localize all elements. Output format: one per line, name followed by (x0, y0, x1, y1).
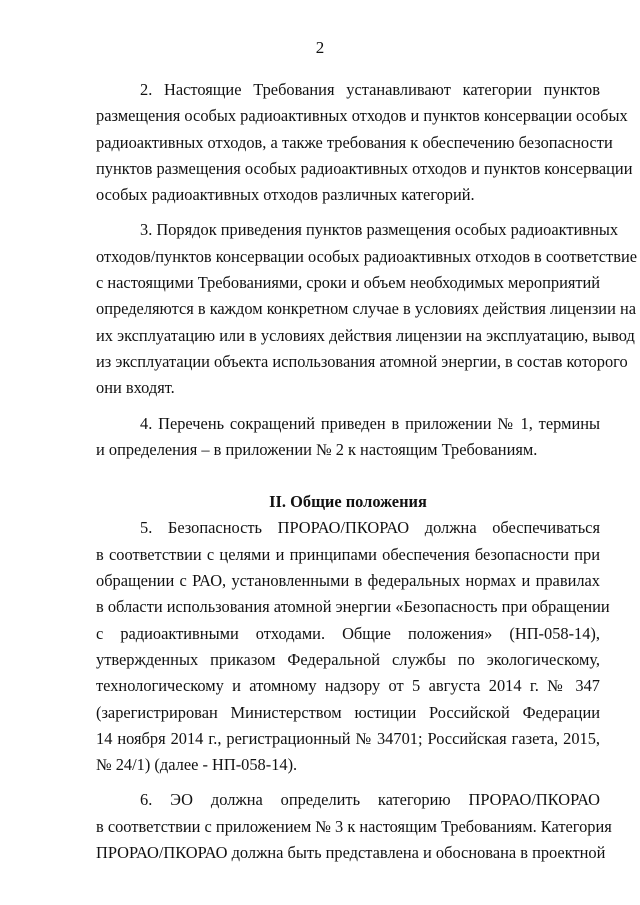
paragraph-line: (зарегистрирован Министерством юстиции Российской Федерации (96, 702, 600, 722)
paragraph-line: с радиоактивными отходами. Общие положения» (НП-058-14), (96, 623, 600, 643)
page-number: 2 (315, 38, 325, 57)
paragraph-line: особых радиоактивных отходов различных категорий. (96, 185, 475, 205)
paragraph-line: 5. Безопасность ПРОРАО/ПКОРАО должна обеспечиваться (140, 518, 600, 538)
paragraph-4 (96, 411, 600, 464)
paragraph-line: 2. Настоящие Требования устанавливают категории пунктов (140, 80, 600, 99)
paragraph-2 (96, 77, 633, 208)
paragraph-line: 14 ноября 2014 г., регистрационный № 34701; Российская газета, 2015, (96, 728, 600, 748)
paragraph-line: их эксплуатацию или в условиях действия лицензии на эксплуатацию, вывод (96, 325, 635, 345)
paragraph-line: технологическому и атомному надзору от 5 августа 2014 г. № 347 (96, 676, 600, 696)
paragraph-line: в области использования атомной энергии «Безопасность при обращении (96, 597, 610, 617)
paragraph-6 (96, 787, 612, 866)
paragraph-line: в соответствии с целями и принципами обеспечения безопасности при (96, 544, 600, 564)
paragraph-3 (96, 217, 638, 401)
section-heading: II. Общие положения (269, 492, 427, 512)
paragraph-line: и определения – в приложении № 2 к настоящим Требованиям. (96, 439, 538, 459)
paragraph-line: они входят. (96, 378, 175, 398)
paragraph-line: размещения особых радиоактивных отходов и пунктов консервации особых (96, 106, 628, 126)
paragraph-line: 4. Перечень сокращений приведен в приложении № 1, термины (140, 413, 600, 433)
paragraph-line: № 24/1) (далее - НП-058-14). (96, 755, 298, 775)
paragraph-line: пунктов размещения особых радиоактивных отходов и пунктов консервации (96, 158, 633, 178)
paragraph-line: радиоактивных отходов, а также требования к обеспечению безопасности (96, 132, 613, 152)
paragraph-line: 3. Порядок приведения пунктов размещения особых радиоактивных (140, 220, 619, 240)
paragraph-line: обращении с РАО, установленными в федеральных нормах и правилах (96, 571, 600, 591)
paragraph-line: из эксплуатации объекта использования атомной энергии, в состав которого (96, 351, 628, 371)
paragraph-line: 6. ЭО должна определить категорию ПРОРАО/ПКОРАО (140, 790, 600, 810)
paragraph-line: определяются в каждом конкретном случае в условиях действия лицензии на (96, 299, 636, 319)
paragraph-line: отходов/пунктов консервации особых радиоактивных отходов в соответствие (96, 246, 638, 266)
paragraph-5 (96, 515, 610, 778)
paragraph-line: с настоящими Требованиями, сроки и объем необходимых мероприятий (96, 273, 601, 293)
paragraph-line: в соответствии с приложением № 3 к настоящим Требованиям. Категория (96, 816, 612, 836)
paragraph-line: утвержденных приказом Федеральной службы по экологическому, (96, 649, 600, 669)
paragraph-line: ПРОРАО/ПКОРАО должна быть представлена и обоснована в проектной (96, 843, 606, 863)
document-body (96, 77, 638, 866)
